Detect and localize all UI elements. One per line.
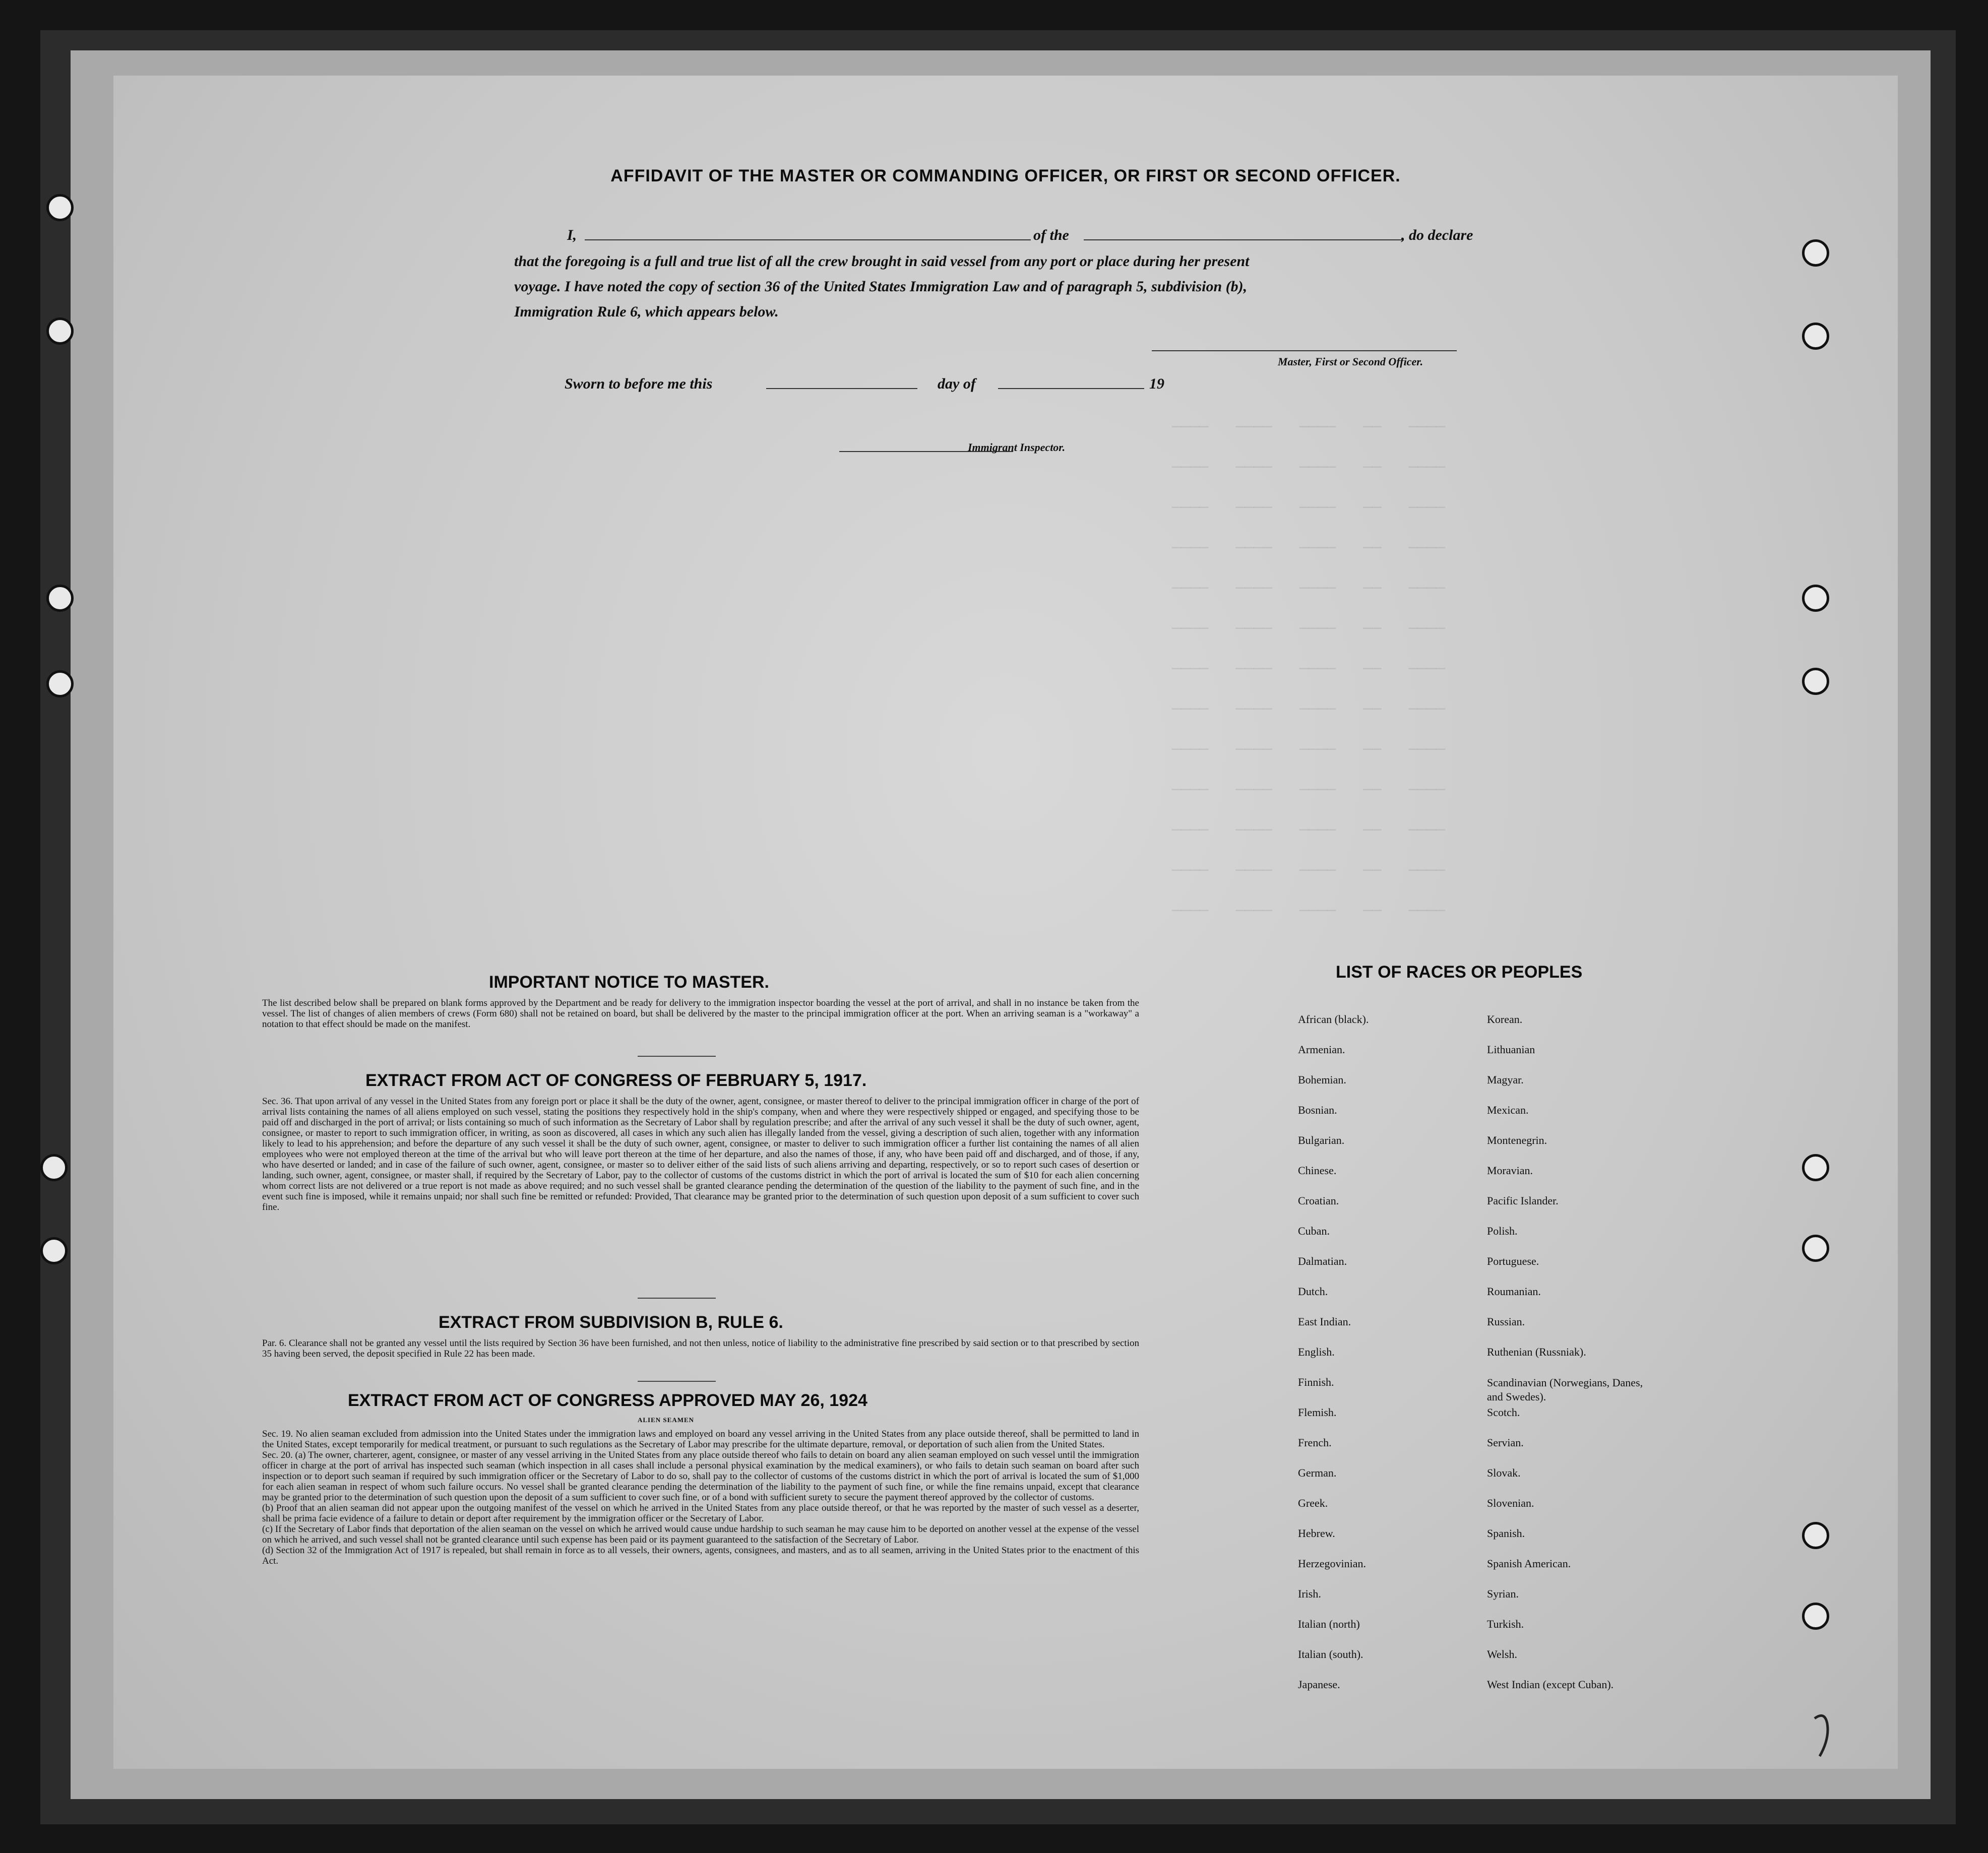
race-item: Slovenian. <box>1487 1497 1534 1509</box>
sec20d-text: (d) Section 32 of the Immigration Act of 1917 is repealed, but shall remain in force as to all vessels, their owners, agents, consignees, and masters, and as to all seamen, arriving in the United States prior to the enactment of this Act. <box>262 1545 1139 1566</box>
affidavit-body-line: that the foregoing is a full and true list of all the crew brought in said vessel from any port or place during her present <box>514 253 1250 270</box>
race-item: Roumanian. <box>1487 1285 1541 1298</box>
signature-line <box>1152 350 1457 351</box>
bleed-through-row: ──── ──── ──── ── ──── <box>1172 862 1445 879</box>
race-item: Chinese. <box>1298 1164 1337 1177</box>
race-item: Lithuanian <box>1487 1043 1535 1056</box>
race-item: Armenian. <box>1298 1043 1345 1056</box>
bleed-through-row: ──── ──── ──── ── ──── <box>1172 660 1445 678</box>
bleed-through-row: ──── ──── ──── ── ──── <box>1172 741 1445 758</box>
extract-1924-body <box>262 1429 1139 1566</box>
bleed-through-row: ──── ──── ──── ── ──── <box>1172 620 1445 637</box>
binder-hole-left <box>40 1237 68 1264</box>
race-item: Mexican. <box>1487 1104 1529 1116</box>
race-item: Flemish. <box>1298 1406 1337 1419</box>
race-item: Portuguese. <box>1487 1255 1539 1267</box>
extract-1924-title: EXTRACT FROM ACT OF CONGRESS APPROVED MAY 26, 1924 <box>348 1391 867 1410</box>
bleed-through-row: ──── ──── ──── ── ──── <box>1172 700 1445 718</box>
bleed-through-row: ──── ──── ──── ── ──── <box>1172 902 1445 920</box>
sworn-day-blank <box>766 388 917 389</box>
bleed-through-row: ──── ──── ──── ── ──── <box>1172 539 1445 557</box>
extract-1917-title: EXTRACT FROM ACT OF CONGRESS OF FEBRUARY 5, 1917. <box>365 1071 867 1090</box>
bleed-through-row: ──── ──── ──── ── ──── <box>1172 418 1445 436</box>
sec20a-text: Sec. 20. (a) The owner, charterer, agent, consignee, or master of any vessel arriving in the United States from any place outside thereof who fails to detain on board any alien seaman employed on such vessel until the immigration officer in charge at the port of arrival has inspected such seaman (which inspection in all cases shall include a personal physical examination by the medical examiners), or who fails to detain such seaman on board after such inspection or to deport such seaman if required by such immigration officer or the Secretary of Labor to do so, shall pay to the collector of customs of the customs district in which the port of arrival is located the sum of $1,000 for each alien seaman in respect of whom such failure occurs. No vessel shall be granted clearance pending the determination of the liability to the payment of such fine, or while the fine remains unpaid, except that clearance may be granted prior to the determination of such question upon the deposit of a sum sufficient to cover such fine, or of a bond with sufficient surety to secure the payment thereof approved by the collector of customs. <box>262 1450 1139 1503</box>
race-item: Irish. <box>1298 1587 1321 1600</box>
binder-hole-right <box>1802 239 1829 267</box>
binder-hole-right <box>1802 1154 1829 1181</box>
races-title: LIST OF RACES OR PEOPLES <box>1336 963 1583 982</box>
race-item: Croatian. <box>1298 1194 1339 1207</box>
binder-hole-right <box>1802 1522 1829 1549</box>
extract-1917-text: Sec. 36. That upon arrival of any vessel in the United States from any foreign port or place it shall be the duty of the owner, agent, consignee, or master thereof to deliver to the principal immigration officer in charge of the port of arrival lists containing the names of all aliens employed on such vessel, stating the positions they respectively hold in the ship's company, when and where they were respectively shipped or engaged, and specifying those to be paid off and discharged in the port of arrival; or lists containing so much of such information as the Secretary of Labor shall by regulation prescribe; and after the arrival of any such vessel it shall be the duty of such owner, agent, consignee, or master to report to such immigration officer, in writing, as soon as discovered, all cases in which any such alien has illegally landed from the vessel, giving a description of such alien, together with any information likely to lead to his apprehension; and before the departure of any such vessel it shall be the duty of such owner, agent, consignee, or master to deliver to such immigration officer a further list containing the names of all alien employees who were not employed thereon at the time of the arrival but who will leave port thereon at the time of her departure, and also the names of those, if any, who have been paid off and discharged, and of those, if any, who have deserted or landed; and in case of the failure of such owner, agent, consignee, or master so to deliver either of the said lists of such aliens arriving and departing, respectively, or so to report such cases of desertion or landing, such owner, agent, consignee, or master shall, if required by the Secretary of Labor, pay to the collector of customs of the customs district in which the port of arrival is located the sum of $10 for each alien concerning whom correct lists are not delivered or a true report is not made as above required; and no such vessel shall be granted clearance pending the determination of the question of the liability to the payment of such fine, and in the event such fine is imposed, while it remains unpaid; nor shall such fine be remitted or refunded: Provided, That clearance may be granted prior to the determination of such question upon deposit of a sum sufficient to cover such fine. <box>262 1096 1139 1212</box>
bleed-through-row: ──── ──── ──── ── ──── <box>1172 781 1445 799</box>
race-item: Bulgarian. <box>1298 1134 1345 1146</box>
affidavit-body-line: Immigration Rule 6, which appears below. <box>514 303 779 320</box>
race-item: Servian. <box>1487 1436 1524 1449</box>
year-prefix: 19 <box>1149 375 1164 392</box>
races-left-column <box>1298 1013 1474 1708</box>
race-item: Japanese. <box>1298 1678 1340 1691</box>
races-right-column <box>1487 1013 1679 1708</box>
binder-hole-right <box>1802 1235 1829 1262</box>
race-item: Cuban. <box>1298 1225 1330 1237</box>
sec20c-text: (c) If the Secretary of Labor finds that deportation of the alien seaman on the vessel on which he arrived would cause undue hardship to such seaman he may cause him to be deported on another vessel at the expense of the vessel on which he arrived, and such vessel shall not be granted clearance until such expense has been paid or its payment guaranteed to the satisfaction of the Secretary of Labor. <box>262 1524 1139 1545</box>
race-item: Magyar. <box>1487 1073 1524 1086</box>
race-item: Spanish. <box>1487 1527 1525 1540</box>
race-item: Bohemian. <box>1298 1073 1346 1086</box>
race-item: Dalmatian. <box>1298 1255 1347 1267</box>
race-item: Welsh. <box>1487 1648 1517 1660</box>
race-item: African (black). <box>1298 1013 1369 1026</box>
name-blank-line <box>585 239 1031 240</box>
separator <box>638 1381 716 1382</box>
binder-hole-left <box>46 585 74 612</box>
race-item: Korean. <box>1487 1013 1523 1026</box>
separator <box>638 1298 716 1299</box>
bleed-through-row: ──── ──── ──── ── ──── <box>1172 499 1445 517</box>
inspector-caption: Immigrant Inspector. <box>968 441 1066 454</box>
sworn-month-blank <box>998 388 1144 389</box>
bleed-through-row: ──── ──── ──── ── ──── <box>1172 821 1445 839</box>
binder-hole-left <box>46 194 74 221</box>
race-item: Bosnian. <box>1298 1104 1337 1116</box>
race-item: Pacific Islander. <box>1487 1194 1559 1207</box>
affidavit-body-line: voyage. I have noted the copy of section 36 of the United States Immigration Law and of paragraph 5, subdivision (b), <box>514 278 1248 295</box>
signature-caption: Master, First or Second Officer. <box>1278 355 1423 368</box>
affidavit-i-label: I, <box>567 227 577 243</box>
race-item: Herzegovinian. <box>1298 1557 1366 1570</box>
binder-hole-right <box>1802 1603 1829 1630</box>
race-item: Hebrew. <box>1298 1527 1335 1540</box>
race-item: Russian. <box>1487 1315 1525 1328</box>
notice-text: The list described below shall be prepared on blank forms approved by the Department and be ready for delivery to the immigration inspector boarding the vessel at the port of arrival, and shall in no instance be taken from the vessel. The list of changes of alien members of crews (Form 680) shall not be retained on board, but shall be delivered by the master to the principal immigration officer at the port. When an arriving seaman is a "workaway" a notation to that effect should be made on the manifest. <box>262 998 1139 1030</box>
race-item: West Indian (except Cuban). <box>1487 1678 1614 1691</box>
extract-1924-subtitle: ALIEN SEAMEN <box>638 1416 695 1424</box>
binder-hole-left <box>46 670 74 697</box>
race-item: Scotch. <box>1487 1406 1520 1419</box>
race-item: French. <box>1298 1436 1332 1449</box>
race-item: Italian (south). <box>1298 1648 1363 1660</box>
sec20b-text: (b) Proof that an alien seaman did not appear upon the outgoing manifest of the vessel on which he arrived in the United States from any place outside thereof, or that he was reported by the master of such vessel as a deserter, shall be prima facie evidence of a failure to detain or deport after requirement by the immigration officer or the Secretary of Labor. <box>262 1503 1139 1524</box>
race-item: Spanish American. <box>1487 1557 1571 1570</box>
race-item: Ruthenian (Russniak). <box>1487 1346 1586 1358</box>
race-item: Finnish. <box>1298 1376 1334 1388</box>
bleed-through-row: ──── ──── ──── ── ──── <box>1172 580 1445 597</box>
bleed-through-row: ──── ──── ──── ── ──── <box>1172 459 1445 476</box>
separator <box>638 1056 716 1057</box>
affidavit-of-the: of the <box>1033 227 1069 243</box>
race-item: Scandinavian (Norwegians, Danes, and Swedes). <box>1487 1376 1643 1403</box>
race-item: Greek. <box>1298 1497 1328 1509</box>
binder-hole-right <box>1802 585 1829 612</box>
pencil-mark <box>1810 1708 1840 1764</box>
race-item: Polish. <box>1487 1225 1518 1237</box>
affidavit-do-declare: , do declare <box>1401 227 1473 243</box>
rule6-text: Par. 6. Clearance shall not be granted any vessel until the lists required by Section 36 have been furnished, and not then unless, notice of liability to the administrative fine prescribed by said section or to that prescribed by section 35 having been served, the deposit specified in Rule 22 has been made. <box>262 1338 1139 1359</box>
race-item: Moravian. <box>1487 1164 1533 1177</box>
race-item: German. <box>1298 1466 1337 1479</box>
race-item: Slovak. <box>1487 1466 1521 1479</box>
binder-hole-left <box>46 317 74 345</box>
binder-hole-right <box>1802 668 1829 695</box>
manifest-sheet <box>113 76 1898 1769</box>
race-item: Dutch. <box>1298 1285 1328 1298</box>
sworn-label: Sworn to before me this <box>565 375 713 392</box>
binder-hole-right <box>1802 323 1829 350</box>
race-item: Montenegrin. <box>1487 1134 1547 1146</box>
vessel-blank-line <box>1084 239 1404 240</box>
race-item: Syrian. <box>1487 1587 1519 1600</box>
notice-title: IMPORTANT NOTICE TO MASTER. <box>489 973 769 992</box>
rule6-title: EXTRACT FROM SUBDIVISION B, RULE 6. <box>439 1313 783 1332</box>
race-item: English. <box>1298 1346 1335 1358</box>
race-item: Italian (north) <box>1298 1618 1360 1630</box>
race-item: Turkish. <box>1487 1618 1524 1630</box>
binder-hole-left <box>40 1154 68 1181</box>
affidavit-title: AFFIDAVIT OF THE MASTER OR COMMANDING OFFICER, OR FIRST OR SECOND OFFICER. <box>610 166 1401 185</box>
sec19-text: Sec. 19. No alien seaman excluded from admission into the United States under the immigration laws and employed on board any vessel arriving in the United States from any place outside thereof, shall be permitted to land in the United States, except temporarily for medical treatment, or pursuant to such regulations as the Secretary of Labor may prescribe for the ultimate departure, removal, or deportation of such alien from the United States. <box>262 1429 1139 1450</box>
race-item: East Indian. <box>1298 1315 1351 1328</box>
day-of-label: day of <box>938 375 976 392</box>
